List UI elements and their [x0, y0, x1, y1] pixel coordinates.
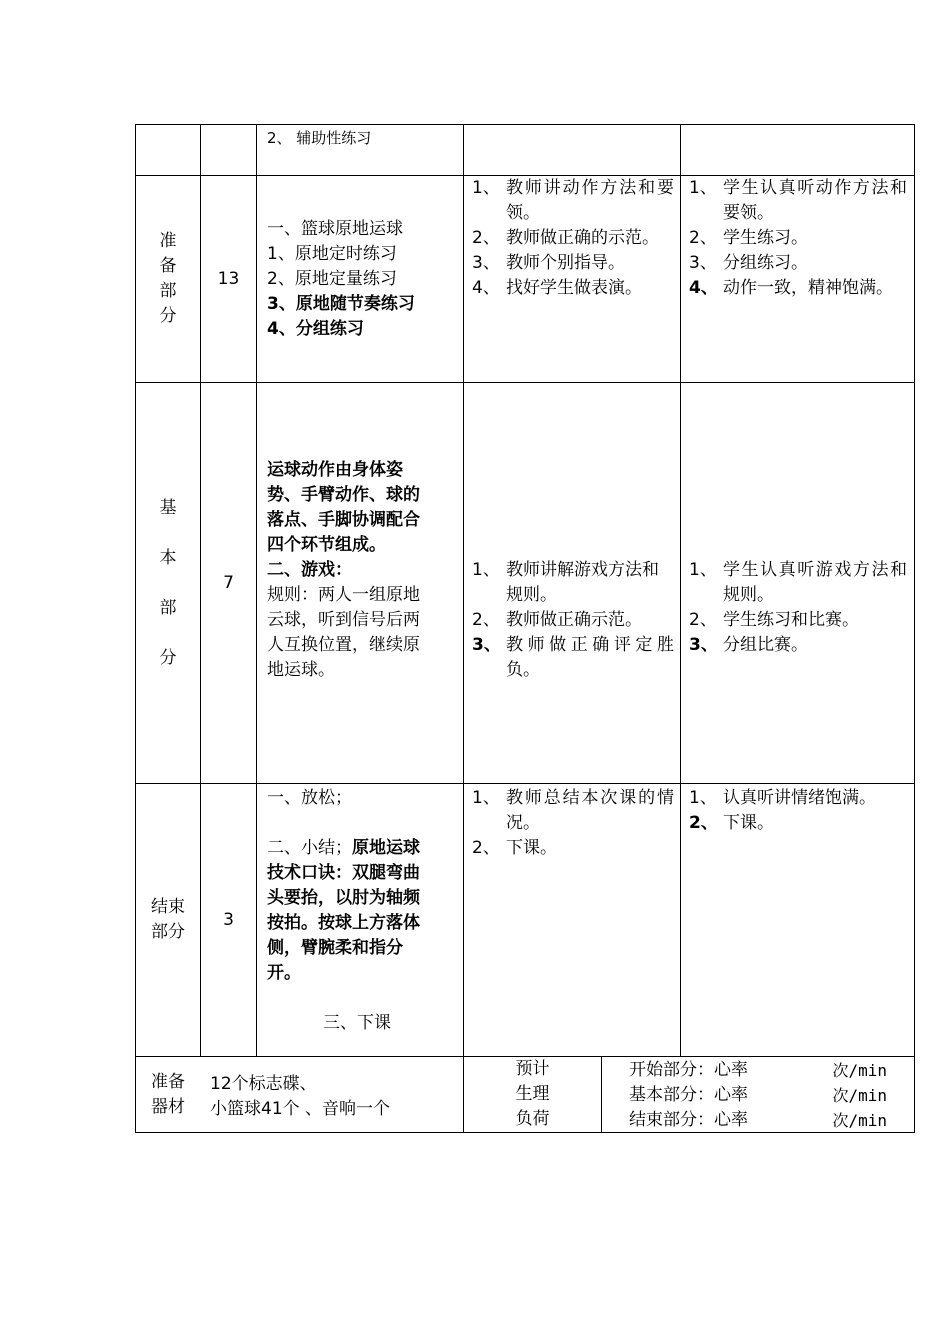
list-item: 2、 学生练习和比赛。 — [689, 610, 859, 630]
list-item: 结束部分：心率 次/min — [629, 1110, 887, 1130]
list-item: 2、 下课。 — [689, 813, 774, 833]
list-item: 3、 分组比赛。 — [689, 635, 808, 655]
list-item: 2、 学生练习。 — [689, 228, 808, 248]
time-prepare: 13 — [217, 268, 240, 289]
list-item: 2、 下课。 — [472, 838, 557, 858]
list-item: 1、 认真听讲情绪饱满。 — [689, 788, 876, 808]
content-end: 一、放松； 二、小结；原地运球 技术口诀：双腿弯曲 头要抬，以肘为轴频 按拍。按球上方落体 侧，臂腕柔和指分 开。 三、下课 — [267, 788, 420, 1033]
list-item: 1、 教师讲动作方法和要领。 — [472, 178, 674, 223]
teacher-prepare — [472, 176, 674, 301]
teacher-basic — [472, 558, 674, 683]
list-item: 3、 教师做正确评定胜负。 — [472, 635, 674, 680]
equipment-label: 准备 器材 — [151, 1071, 185, 1117]
list-item: 1、 教师总结本次课的情况。 — [472, 788, 674, 833]
list-item: 1、 学生认真听动作方法和要领。 — [689, 178, 907, 223]
list-item: 4、 找好学生做表演。 — [472, 278, 642, 298]
list-item: 1、 教师讲解游戏方法和规则。 — [472, 560, 659, 605]
list-item: 2、 教师做正确示范。 — [472, 610, 642, 630]
content-prepare: 一、篮球原地运球 1、原地定时练习 2、原地定量练习 3、原地随节奏练习 4、分组练习 — [267, 219, 415, 339]
teacher-end — [472, 786, 674, 861]
load-label: 预计 生理 负荷 — [515, 1059, 550, 1129]
load-values — [629, 1058, 913, 1133]
list-item: 4、 动作一致，精神饱满。 — [689, 278, 893, 298]
row0-content — [267, 126, 457, 151]
list-item: 1、 学生认真听游戏方法和规则。 — [689, 560, 907, 605]
time-end: 3 — [223, 909, 234, 930]
equipment-list: 12个标志碟、 小篮球41个 、音响一个 — [210, 1074, 391, 1119]
content-line: 2、 辅助性练习 — [267, 129, 372, 147]
student-basic — [689, 558, 907, 658]
list-item: 3、 教师个别指导。 — [472, 253, 625, 273]
list-item: 开始部分：心率 次/min — [629, 1060, 887, 1080]
section-label-end: 结束 部分 — [151, 897, 185, 942]
list-item: 基本部分：心率 次/min — [629, 1085, 887, 1105]
lesson-plan-table — [135, 124, 915, 1133]
content-basic: 运球动作由身体姿 势、手臂动作、球的 落点、手脚协调配合 四个环节组成。 二、游戏： 规则：两人一组原地 云球，听到信号后两 人互换位置，继续原 地运球。 — [267, 460, 420, 680]
list-item: 2、 教师做正确的示范。 — [472, 228, 659, 248]
student-end — [689, 786, 907, 836]
section-label-prepare: 准 备 部 分 — [159, 231, 177, 326]
time-basic: 7 — [223, 572, 234, 593]
student-prepare — [689, 176, 907, 301]
section-label-basic: 基 本 部 分 — [159, 498, 177, 668]
list-item: 3、 分组练习。 — [689, 253, 808, 273]
